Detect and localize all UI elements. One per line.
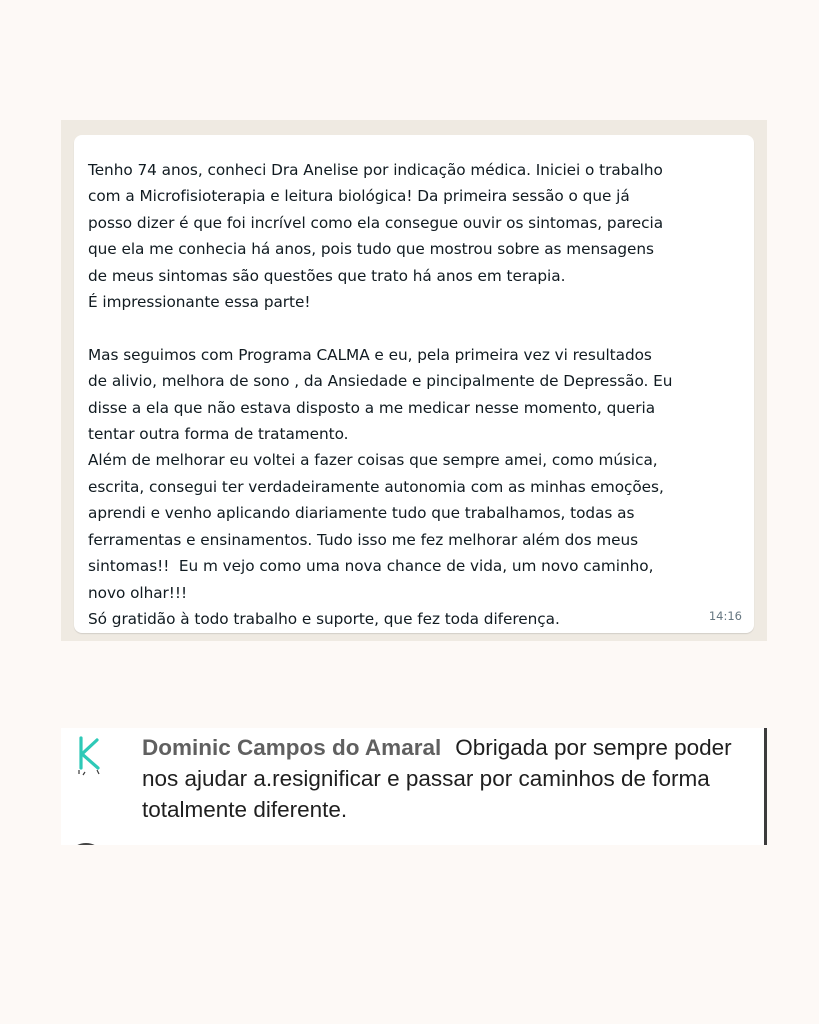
message-timestamp: 14:16 (708, 609, 742, 623)
message-line: É impressionante essa parte! (88, 293, 311, 312)
comment-body (142, 732, 742, 825)
scrollbar[interactable] (764, 728, 767, 845)
message-line: posso dizer é que foi incrível como ela consegue ouvir os sintomas, parecia (88, 213, 664, 232)
chat-panel (61, 120, 767, 641)
message-line: que ela me conhecia há anos, pois tudo que mostrou sobre as mensagens (88, 240, 654, 259)
message-line: Além de melhorar eu voltei a fazer coisas que sempre amei, como música, (88, 451, 658, 470)
message-line: Mas seguimos com Programa CALMA e eu, pela primeira vez vi resultados (88, 345, 652, 364)
avatar-k-icon[interactable] (73, 732, 105, 776)
message-line: tentar outra forma de tratamento. (88, 425, 349, 444)
message-line: com a Microfisioterapia e leitura biológica! Da primeira sessão o que já (88, 187, 630, 206)
message-line: ferramentas e ensinamentos. Tudo isso me fez melhorar além dos meus (88, 530, 639, 549)
message-line: escrita, consegui ter verdadeiramente autonomia com as minhas emoções, (88, 477, 664, 496)
message-line: Só gratidão à todo trabalho e suporte, que fez toda diferença. (88, 609, 560, 628)
message-line: sintomas!! Eu m vejo como uma nova chance de vida, um novo caminho, (88, 557, 654, 576)
message-line: de alivio, melhora de sono , da Ansiedade e pincipalmente de Depressão. Eu (88, 372, 673, 391)
comment-author[interactable]: Dominic Campos do Amaral (142, 735, 442, 760)
message-line: aprendi e venho aplicando diariamente tudo que trabalhamos, todas as (88, 504, 635, 523)
message-text (88, 157, 748, 632)
message-line: disse a ela que não estava disposto a me medicar nesse momento, queria (88, 398, 656, 417)
comment-text: Obrigada por sempre poder nos ajudar a.resignificar e passar por caminhos de forma totalmente diferente. (142, 735, 732, 822)
message-line: novo olhar!!! (88, 583, 188, 602)
message-line: de meus sintomas são questões que trato há anos em terapia. (88, 266, 566, 285)
message-line: Tenho 74 anos, conheci Dra Anelise por indicação médica. Iniciei o trabalho (88, 161, 663, 179)
message-bubble[interactable] (74, 135, 754, 633)
next-comment-avatar (73, 843, 99, 845)
comment-panel (61, 728, 767, 845)
